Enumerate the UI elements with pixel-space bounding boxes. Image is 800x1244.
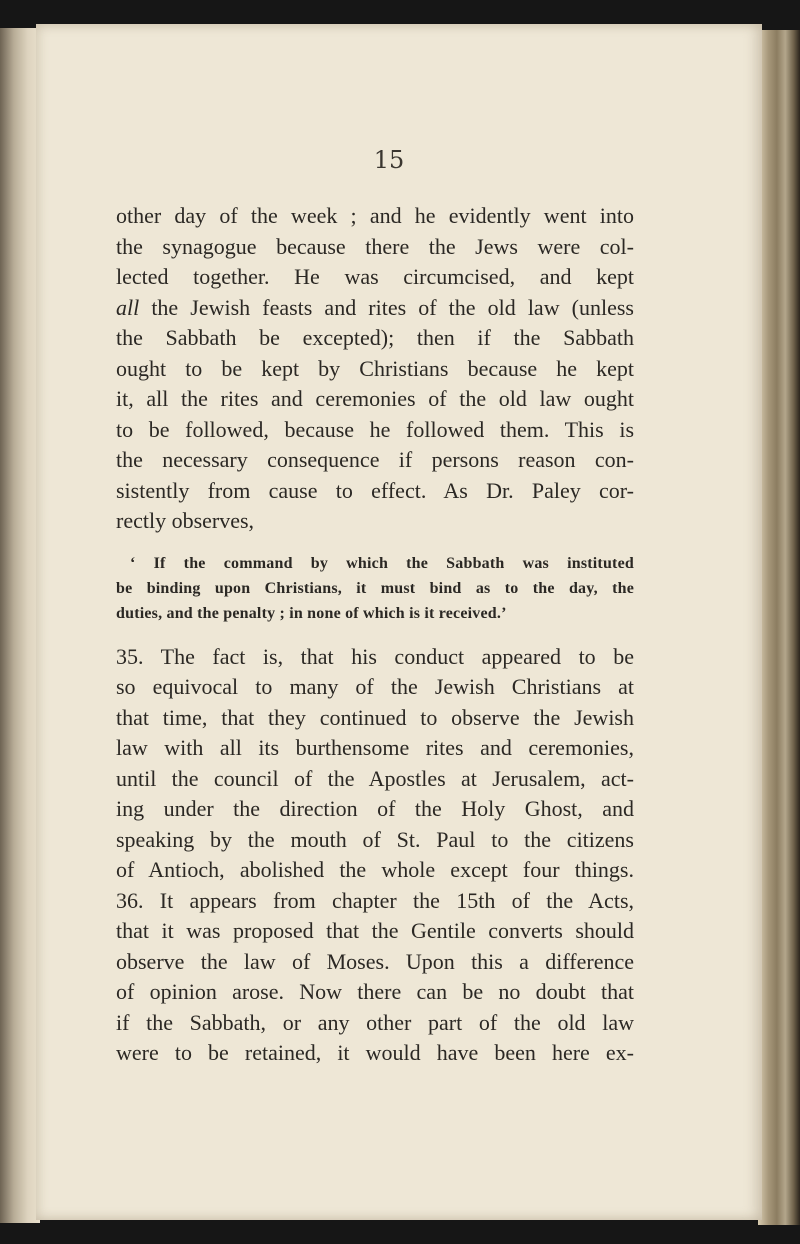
text-line: lected together. He was circumcised, and kept	[116, 264, 634, 289]
text-line: until the council of the Apostles at Jerusalem, act-	[116, 765, 634, 791]
italic-word: all	[116, 294, 140, 320]
page-stack-edge	[758, 30, 800, 1225]
facing-page-edge	[0, 28, 40, 1223]
text-line: 35. The fact is, that his conduct appeared to be	[116, 643, 634, 669]
quote-line: duties, and the penalty ; in none of which is it received.’	[116, 604, 507, 622]
text-line: ing under the direction of the Holy Ghost, and	[116, 796, 634, 821]
text-line: rectly observes,	[116, 508, 255, 533]
text-line: 36. It appears from chapter the 15th of the Acts,	[116, 887, 634, 913]
quote-line: be binding upon Christians, it must bind as to the day, the	[116, 579, 634, 597]
quote-line: ‘ If the command by which the Sabbath was instituted	[130, 554, 634, 572]
text-line: if the Sabbath, or any other part of the old law	[116, 1009, 634, 1035]
text-line: the necessary consequence if persons reason con-	[116, 447, 634, 472]
text-line: of opinion arose. Now there can be no doubt that	[116, 979, 634, 1004]
book-page	[36, 24, 762, 1220]
text-line: were to be retained, it would have been here ex-	[116, 1040, 634, 1065]
text-line: that it was proposed that the Gentile converts should	[116, 918, 634, 943]
block-quote	[116, 551, 634, 626]
text-line: to be followed, because he followed them. This is	[116, 416, 634, 442]
text-line: law with all its burthensome rites and ceremonies,	[116, 735, 634, 760]
text-line: of Antioch, abolished the whole except four things.	[116, 857, 634, 882]
text-line: speaking by the mouth of St. Paul to the citizens	[116, 826, 634, 852]
text-line: other day of the week ; and he evidently went into	[116, 203, 634, 228]
text-line: observe the law of Moses. Upon this a difference	[116, 948, 634, 974]
page-number: 15	[373, 146, 405, 174]
text-line: the Sabbath be excepted); then if the Sabbath	[116, 325, 634, 350]
text-line: ought to be kept by Christians because he kept	[116, 355, 634, 381]
text-line: the synagogue because there the Jews were col-	[116, 233, 634, 259]
text-line: so equivocal to many of the Jewish Christians at	[116, 674, 634, 699]
text-line-with-italic	[116, 293, 634, 324]
text-line: sistently from cause to effect. As Dr. Paley cor-	[116, 477, 634, 503]
line-remainder: the Jewish feasts and rites of the old law (unless	[139, 294, 634, 320]
text-line: that time, that they continued to observe the Jewish	[116, 704, 634, 730]
body-text	[116, 201, 634, 1069]
text-line: it, all the rites and ceremonies of the old law ought	[116, 386, 634, 411]
